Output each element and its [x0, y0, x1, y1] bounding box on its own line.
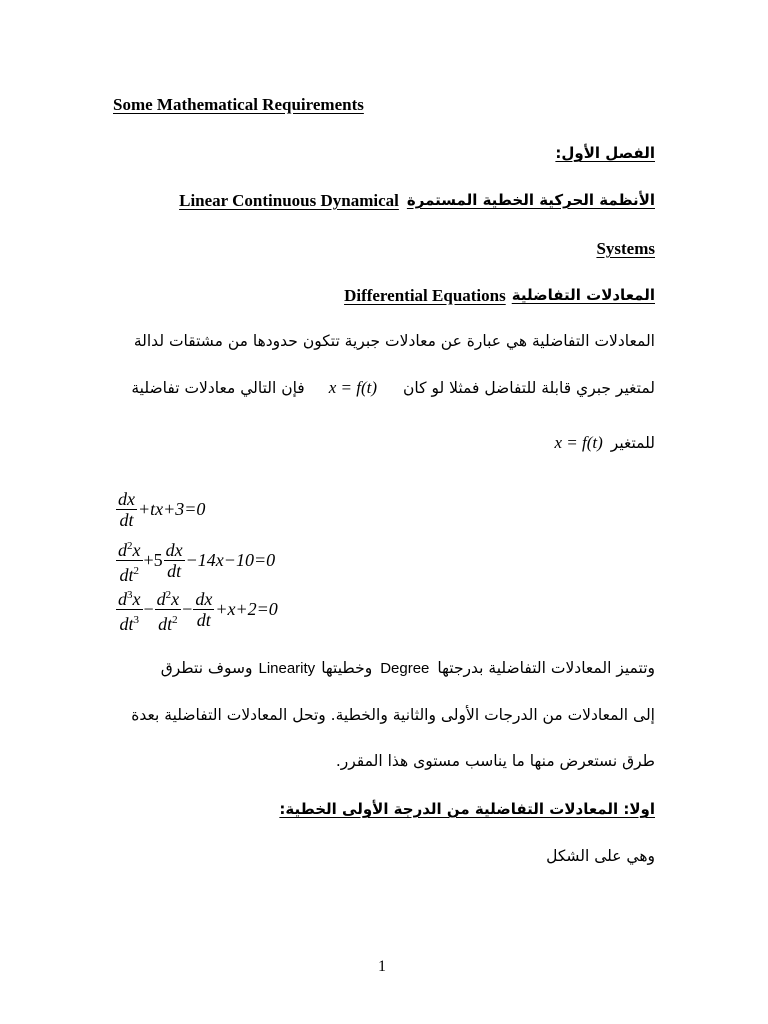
- fraction-dx-dt: [116, 489, 137, 530]
- paragraph-2-line-3: طرق نستعرض منها ما يناسب مستوى هذا المقرر.: [335, 752, 655, 770]
- section-title-ar: المعادلات التفاضلية: [511, 286, 655, 304]
- fraction-denominator: dt: [167, 561, 182, 581]
- topic-title: [179, 191, 655, 211]
- paragraph-1-line-2: [131, 378, 655, 398]
- formula-x-equals-f-of-t-2: x = f(t): [554, 433, 603, 452]
- fraction-numerator: dx: [195, 589, 213, 609]
- fraction-numerator: dx: [118, 489, 135, 509]
- fraction-numerator: dx: [165, 540, 183, 560]
- paragraph-2-line-1-end: وسوف نتطرق: [160, 659, 253, 677]
- paragraph-1-line-2-end: فإن التالي معادلات تفاضلية: [131, 379, 305, 397]
- closing-line: وهي على الشكل: [546, 847, 655, 865]
- fraction-denominator: $dt^2$: [158, 614, 178, 634]
- topic-title-en: Linear Continuous Dynamical: [179, 191, 399, 210]
- topic-title-ar: الأنظمة الحركية الخطية المستمرة: [406, 191, 655, 209]
- term-degree: Degree: [380, 660, 430, 677]
- paragraph-2-line-2: إلى المعادلات من الدرجات الأولى والثانية والخطية. وتحل المعادلات التفاضلية بعدة: [131, 706, 655, 724]
- paragraph-2-line-1-start: وتتميز المعادلات التفاضلية بدرجتها: [437, 659, 655, 677]
- chapter-label: الفصل الأول:: [555, 144, 655, 162]
- paragraph-1-line-2-start: لمتغير جبري قابلة للتفاضل فمثلا لو كان: [403, 379, 655, 397]
- page-number: 1: [378, 958, 386, 975]
- equation-2-coefficient: +5: [143, 550, 163, 570]
- equation-1: [115, 489, 205, 530]
- term-linearity: Linearity: [258, 660, 316, 677]
- paragraph-1-line-1: المعادلات التفاضلية هي عبارة عن معادلات جبرية تتكون حدودها من مشتقات لدالة: [133, 332, 655, 350]
- fraction-numerator: $d^2x$: [116, 536, 143, 561]
- minus-sign: −: [143, 599, 154, 619]
- section-title: [344, 286, 655, 306]
- equation-3-rest: +x+2=0: [215, 599, 278, 619]
- fraction-denominator: dt: [119, 510, 134, 530]
- document-heading: Some Mathematical Requirements: [113, 95, 364, 114]
- fraction-dx-dt: [193, 589, 214, 630]
- fraction-numerator: $d^3x$: [116, 585, 143, 610]
- fraction-denominator: $dt^2$: [119, 565, 139, 585]
- equation-1-rest: +tx+3=0: [138, 499, 206, 519]
- fraction-d3x-dt3: [116, 585, 143, 634]
- fraction-d2x-dt2: [116, 536, 143, 585]
- paragraph-2-line-1: [161, 659, 655, 677]
- fraction-d2x-dt2: [155, 585, 182, 634]
- paragraph-1-line-3-text: للمتغير: [610, 434, 655, 452]
- equation-2-rest: −14x−10=0: [185, 550, 276, 570]
- fraction-denominator: $dt^3$: [119, 614, 139, 634]
- minus-sign: −: [182, 599, 193, 619]
- equation-3: [115, 585, 278, 634]
- fraction-dx-dt: [164, 540, 185, 581]
- fraction-denominator: dt: [196, 610, 211, 630]
- equation-2: [115, 536, 275, 585]
- paragraph-2-line-1-mid: وخطيتها: [321, 659, 373, 677]
- fraction-numerator: $d^2x$: [155, 585, 182, 610]
- formula-x-equals-f-of-t: x = f(t): [328, 378, 378, 397]
- subsection-title: اولا: المعادلات التفاضلية من الدرجة الأولى الخطية:: [279, 800, 655, 818]
- paragraph-1-line-3: [555, 433, 656, 453]
- section-title-en: Differential Equations: [344, 286, 506, 305]
- topic-title-continuation: Systems: [596, 239, 655, 258]
